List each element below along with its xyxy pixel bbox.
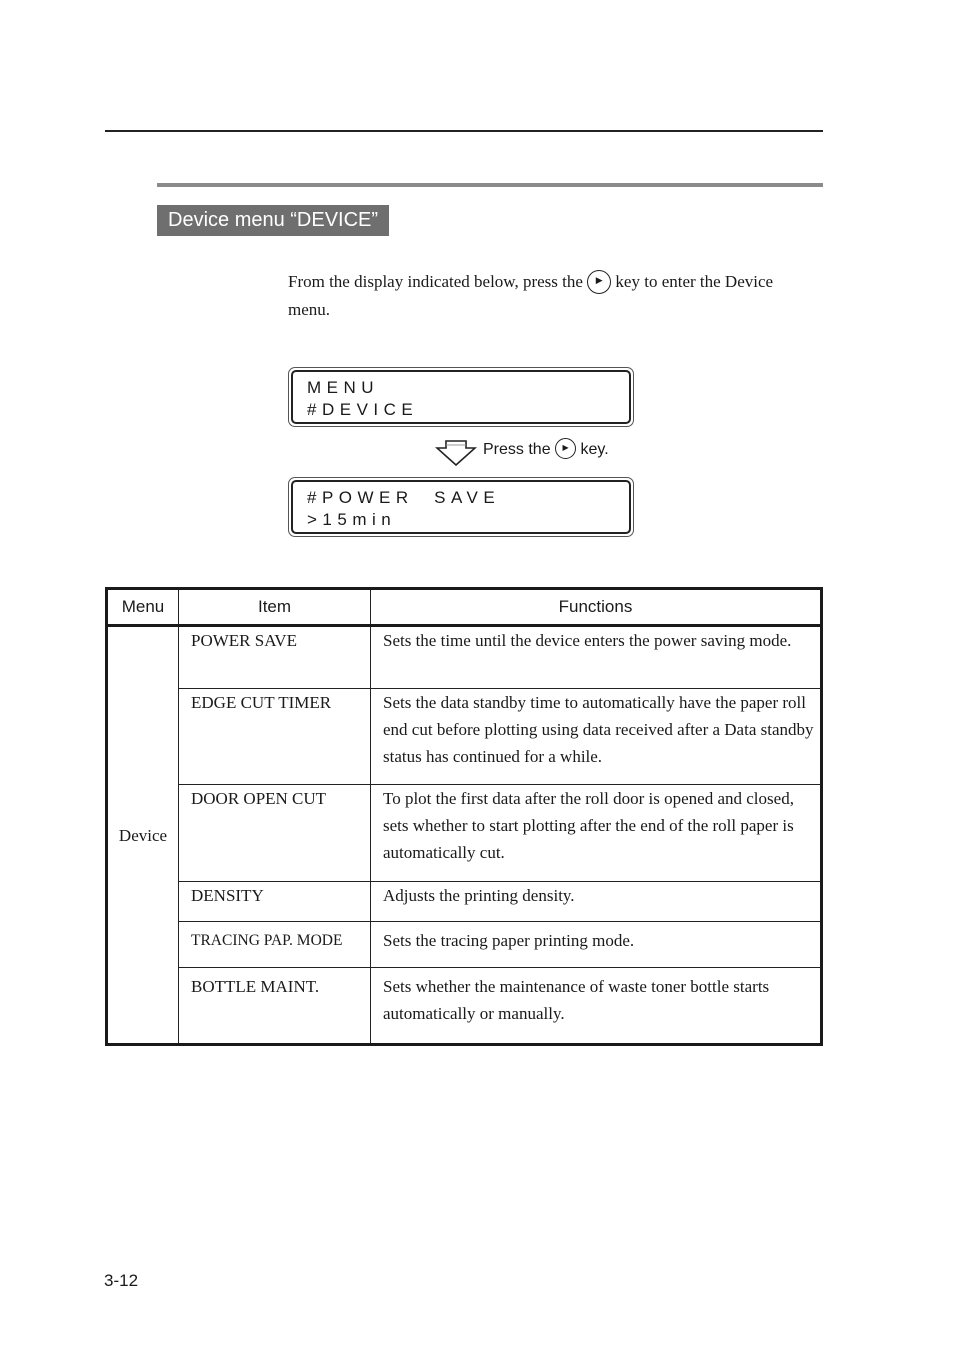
item-cell: DOOR OPEN CUT xyxy=(179,785,371,882)
section-title: Device menu “DEVICE” xyxy=(157,205,389,236)
item-cell: TRACING PAP. MODE xyxy=(179,922,371,968)
lcd-line-2: >15min xyxy=(307,510,397,529)
section-rule xyxy=(157,183,823,187)
intro-paragraph xyxy=(288,268,828,324)
down-arrow-icon xyxy=(435,440,477,466)
table-row xyxy=(107,626,822,689)
page-number: 3-12 xyxy=(104,1271,139,1290)
intro-text-before: From the display indicated below, press the xyxy=(288,272,583,291)
lcd-line-2: #DEVICE xyxy=(307,400,419,419)
header-item: Item xyxy=(179,589,371,626)
menu-name-cell: Device xyxy=(107,626,179,1045)
header-rule xyxy=(105,130,823,132)
item-cell: EDGE CUT TIMER xyxy=(179,689,371,785)
function-cell: Sets the time until the device enters the power saving mode. xyxy=(371,626,822,689)
item-cell: POWER SAVE xyxy=(179,626,371,689)
press-key-hint xyxy=(483,438,609,462)
table-row xyxy=(107,922,822,968)
lcd-display-power-save xyxy=(288,477,634,537)
lcd-line-1: #POWER SAVE xyxy=(307,488,501,507)
right-triangle-key-icon: ▶ xyxy=(587,270,611,294)
function-cell: Sets the data standby time to automatically have the paper roll end cut before plotting using data received after a Data standby status has continued for a while. xyxy=(371,689,822,785)
intro-text-after: key to enter the Device xyxy=(615,272,774,291)
item-cell: BOTTLE MAINT. xyxy=(179,968,371,1045)
table-row xyxy=(107,785,822,882)
lcd-line-1: MENU xyxy=(307,378,380,397)
header-menu: Menu xyxy=(107,589,179,626)
table-row xyxy=(107,968,822,1045)
intro-text-continuation: menu. xyxy=(288,300,331,319)
item-cell: DENSITY xyxy=(179,882,371,922)
press-text-after: key. xyxy=(580,441,609,458)
table-row xyxy=(107,882,822,922)
press-text-before: Press the xyxy=(483,441,551,458)
header-functions: Functions xyxy=(371,589,822,626)
device-menu-table xyxy=(105,587,823,1046)
table-row xyxy=(107,689,822,785)
function-cell: To plot the first data after the roll door is opened and closed, sets whether to start plotting after the end of the roll paper is automatically cut. xyxy=(371,785,822,882)
right-triangle-key-icon: ▶ xyxy=(555,438,576,459)
table-header-row xyxy=(107,589,822,626)
function-cell: Sets whether the maintenance of waste toner bottle starts automatically or manually. xyxy=(371,968,822,1045)
lcd-display-menu xyxy=(288,367,634,427)
function-cell: Adjusts the printing density. xyxy=(371,882,822,922)
function-cell: Sets the tracing paper printing mode. xyxy=(371,922,822,968)
